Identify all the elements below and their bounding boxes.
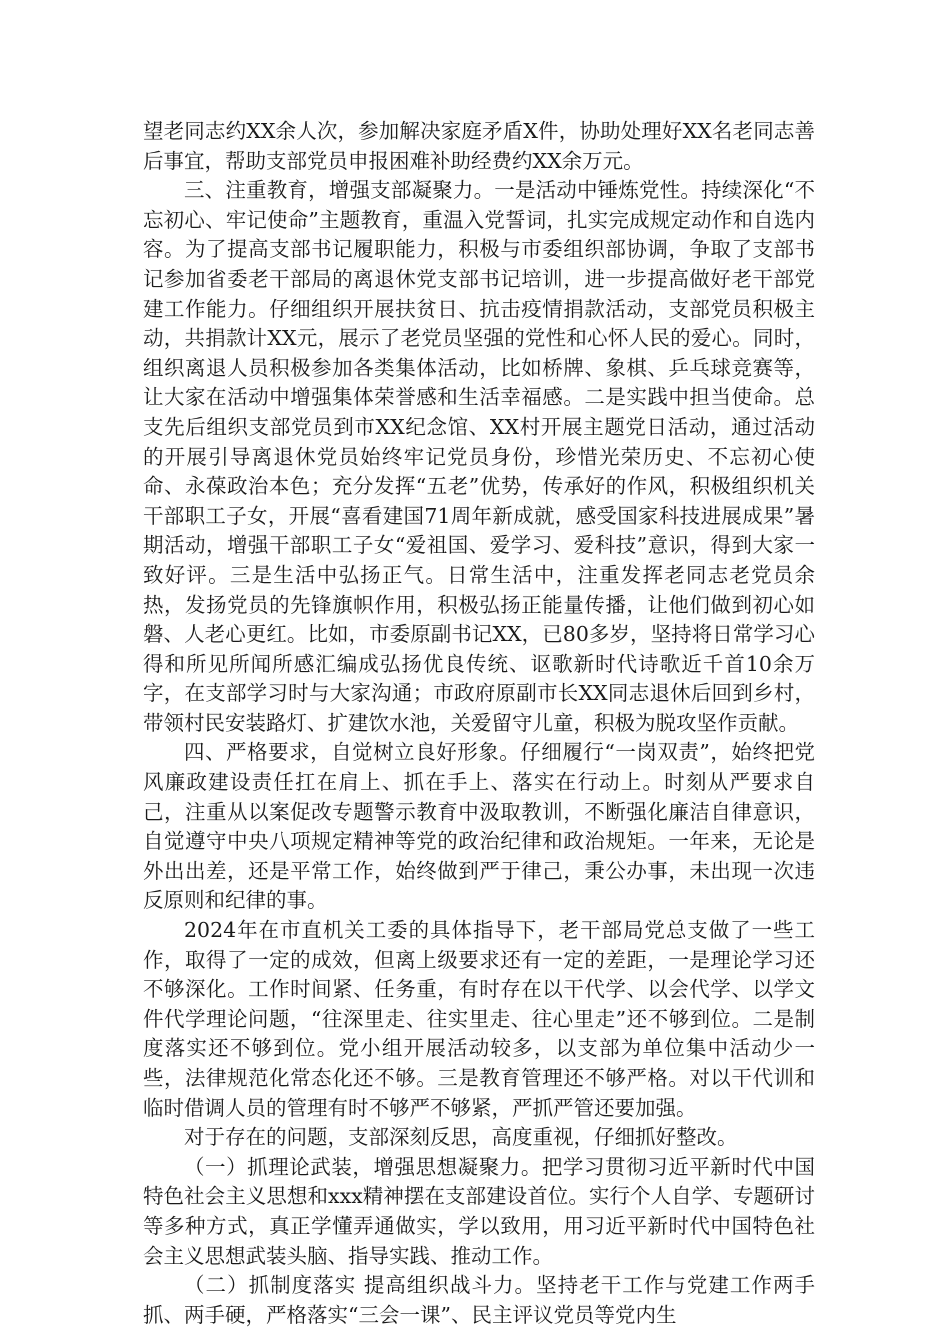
- paragraph-5: 对于存在的问题，支部深刻反思，高度重视，仔细抓好整改。: [184, 1125, 738, 1150]
- paragraph-2: 三、注重教育，增强支部凝聚力。一是活动中锤炼党性。持续深化“不忘初心、牢记使命”主题教育，重温入党誓词，扎实完成规定动作和自选内容。为了提高支部书记履职能力，积极与市委组织部协调，争取了支部书记参加省委老干部局的离退休党支部书记培训，进一步提高做好老干部党建工作能力。仔细组织开展扶贫日、抗击疫情捐款活动，支部党员积极主动，共捐款计XX元，展示了老党员坚强的党性和心怀人民的爱心。同时，组织离退人员积极参加各类集体活动，比如桥牌、象棋、乒乓球竞赛等，让大家在活动中增强集体荣誉感和生活幸福感。二是实践中担当使命。总支先后组织支部党员到市XX纪念馆、XX村开展主题党日活动，通过活动的开展引导离退休党员始终牢记党员身份，珍惜光荣历史、不忘初心使命、永葆政治本色；充分发挥“五老”优势，传承好的作风，积极组织机关干部职工子女，开展“喜看建国71周年新成就，感受国家科技进展成果”暑期活动，增强干部职工子女“爱祖国、爱学习、爱科技”意识，得到大家一致好评。三是生活中弘扬正气。日常生活中，注重发挥老同志老党员余热，发扬党员的先锋旗帜作用，积极弘扬正能量传播，让他们做到初心如磐、人老心更红。比如，市委原副书记XX，已80多岁，坚持将日常学习心得和所见所闻所感汇编成弘扬优良传统、讴歌新时代诗歌近千首10余万字，在支部学习时与大家沟通；市政府原副市长XX同志退休后回到乡村，带领村民安装路灯、扩建饮水池，关爱留守儿童，积极为脱攻坚作贡献。: [143, 178, 815, 735]
- paragraph-4: 2024年在市直机关工委的具体指导下，老干部局党总支做了一些工作，取得了一定的成效，但离上级要求还有一定的差距，一是理论学习还不够深化。工作时间紧、任务重，有时存在以干代学、以会代学、以学文件代学理论问题，“往深里走、往实里走、往心里走”还不够到位。二是制度落实还不够到位。党小组开展活动较多，以支部为单位集中活动少一些，法律规范化常态化还不够。三是教育管理还不够严格。对以干代训和临时借调人员的管理有时不够严不够紧，严抓严管还要加强。: [143, 918, 815, 1120]
- paragraph-3: 四、严格要求，自觉树立良好形象。仔细履行“一岗双责”，始终把党风廉政建设责任扛在肩上、抓在手上、落实在行动上。时刻从严要求自己，注重从以案促改专题警示教育中汲取教训，不断强化廉洁自律意识，自觉遵守中央八项规定精神等党的政治纪律和政治规矩。一年来，无论是外出出差，还是平常工作，始终做到严于律己，秉公办事，未出现一次违反原则和纪律的事。: [143, 740, 815, 913]
- paragraph-6: （一）抓理论武装，增强思想凝聚力。把学习贯彻习近平新时代中国特色社会主义思想和xxx精神摆在支部建设首位。实行个人自学、专题研讨等多种方式，真正学懂弄通做实，学以致用，用习近平新时代中国特色社会主义思想武装头脑、指导实践、推动工作。: [143, 1154, 815, 1268]
- paragraph-1: 望老同志约XX余人次，参加解决家庭矛盾X件，协助处理好XX名老同志善后事宜，帮助支部党员申报困难补助经费约XX余万元。: [143, 119, 815, 173]
- document-body: [143, 117, 815, 1330]
- paragraph-7: （二）抓制度落实 提高组织战斗力。坚持老干工作与党建工作两手抓、两手硬，严格落实“三会一课”、民主评议党员等党内生: [143, 1273, 815, 1327]
